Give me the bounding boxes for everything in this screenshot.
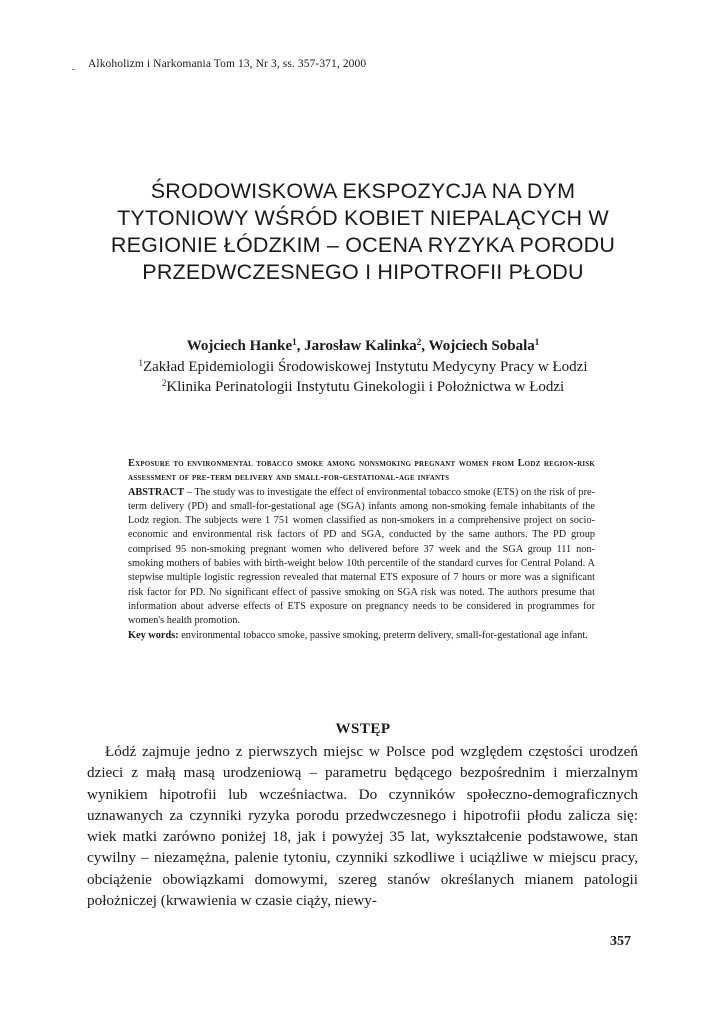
title-line: PRZEDWCZESNEGO I HIPOTROFII PŁODU: [142, 260, 584, 284]
author-name: Jarosław Kalinka: [304, 338, 417, 354]
affiliation-mark: 2: [161, 378, 167, 388]
author-separator: ,: [421, 338, 429, 354]
section-heading: WSTĘP: [335, 721, 391, 737]
article-title: [60, 178, 666, 286]
title-line: TYTONIOWY WŚRÓD KOBIET NIEPALĄCYCH W: [117, 206, 609, 230]
affiliation-mark: 1: [292, 337, 297, 347]
keywords-text: environmental tobacco smoke, passive smoking, preterm delivery, small-for-gestational age infant.: [178, 629, 588, 641]
english-title: Exposure to environmental tobacco smoke among nonsmoking pregnant women from Lodz region-risk assessment of pre-term delivery and small-for-gestational-age infants: [128, 458, 595, 484]
affiliation-text: Klinika Perinatologii Instytutu Ginekologii i Położnictwa w Łodzi: [166, 379, 565, 395]
abstract-text: – The study was to investigate the effect of environmental tobacco smoke (ETS) on the risk of pre-term delivery (PD) and small-for-gestational age (SGA) infants among non-smoking female inhabitants of the Lodz region. The subjects were 1 751 women classified as non-smokers in a comprehensive project on socio-economic and environmental risk factors of PD and SGA, conducted by the same authors. The PD group comprised 95 non-smoking pregnant women who delivered before 37 week and the SGA group 111 non-smoking mothers of babies with birth-weight below 10th percentile of the standard curves for Central Poland. A stepwise multiple logistic regression revealed that maternal ETS exposure of 7 hours or more was a significant risk factor for PD. No significant effect of passive smoking on SGA risk was noted. The authors presume that information about adverse effects of ETS exposure on pregnancy needs to be considered in programmes for women's health promotion.: [128, 486, 595, 627]
running-head: Alkoholizm i Narkomania Tom 13, Nr 3, ss. 357-371, 2000: [88, 58, 367, 70]
title-line: REGIONIE ŁÓDZKIM – OCENA RYZYKA PORODU: [110, 233, 616, 257]
affiliation: [60, 359, 666, 376]
author-list: [60, 338, 666, 355]
abstract: [128, 457, 595, 643]
affiliation-mark: 1: [138, 358, 143, 368]
author-name: Wojciech Hanke: [186, 338, 293, 354]
author-name: Wojciech Sobala: [428, 338, 535, 354]
affiliation: [60, 379, 666, 396]
affiliation-mark: 1: [534, 337, 540, 347]
keywords-label: Key words:: [128, 629, 179, 641]
body-paragraph: Łódź zajmuje jedno z pierwszych miejsc w Polsce pod względem częstości urodzeń dzieci z małą masą urodzeniową – parametru będącego bezpośrednim i mierzalnym wynikiem hipotrofii lub wcześniactwa. Do czynników społeczno-demograficznych uznawanych za czynniki ryzyka porodu przedwczesnego i hipotrofii płodu zalicza się: wiek matki zarówno poniżej 18, jak i powyżej 35 lat, wykształcenie podstawowe, stan cywilny – niezamężna, palenie tytoniu, czynniki szkodliwe i uciążliwe w miejscu pracy, obciążenie obowiązkami domowymi, szereg stanów określanych mianem patologii położniczej (krwawienia w czasie ciąży, niewy-: [87, 743, 638, 910]
author-separator: ,: [296, 338, 305, 354]
title-line: ŚRODOWISKOWA EKSPOZYCJA NA DYM: [150, 179, 576, 203]
affiliation-mark: 2: [416, 337, 422, 347]
page-number: 357: [610, 934, 631, 949]
affiliation-text: Zakład Epidemiologii Środowiskowej Instytutu Medycyny Pracy w Łodzi: [142, 359, 588, 375]
abstract-label: ABSTRACT: [128, 486, 185, 498]
